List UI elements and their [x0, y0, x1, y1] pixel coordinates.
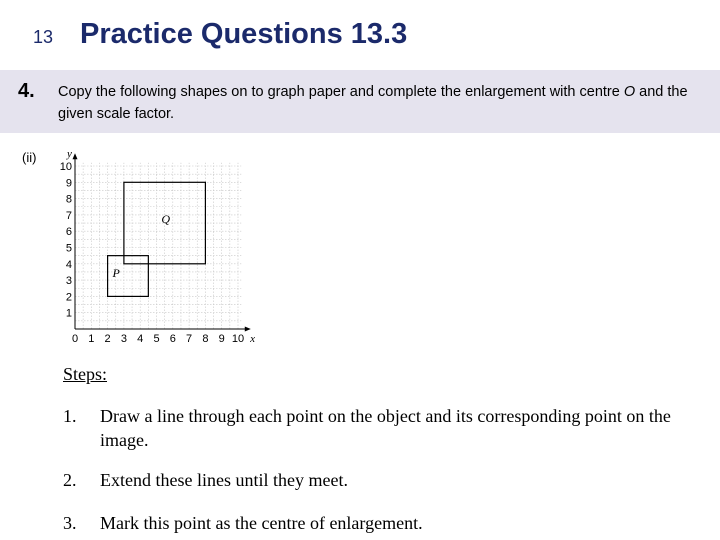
step-number: 1.: [63, 406, 77, 426]
step-number: 2.: [63, 470, 77, 490]
y-tick-label: 3: [65, 275, 72, 288]
x-tick-label: 4: [137, 333, 144, 345]
shape-q-label: Q: [161, 212, 171, 227]
question-number: 4.: [18, 80, 35, 102]
x-tick-label: 9: [218, 333, 225, 345]
tick-labels: [60, 148, 255, 345]
x-tick-label: 6: [169, 333, 176, 345]
question-text: [58, 81, 698, 125]
part-label: (ii): [22, 150, 37, 165]
x-tick-label: 8: [202, 333, 209, 345]
x-tick-label: 2: [104, 333, 111, 345]
y-tick-label: 7: [65, 209, 72, 222]
question-text-start: Copy the following shapes on to graph paper and complete the enlargement with centre: [58, 84, 624, 100]
shape-p-label: P: [112, 265, 120, 280]
question-text-end: and the given scale factor.: [58, 84, 688, 122]
chapter-number: 13: [33, 27, 54, 47]
y-tick-label: 10: [59, 161, 72, 173]
y-axis-label: y: [67, 148, 72, 160]
y-tick-label: 2: [65, 291, 72, 304]
y-tick-label: 6: [65, 226, 72, 239]
steps-title: Steps:: [63, 364, 108, 384]
x-tick-label: 1: [88, 333, 95, 345]
x-tick-label: 7: [186, 333, 193, 345]
coordinate-grid: [58, 148, 258, 348]
step-text: Mark this point as the centre of enlargement.: [100, 513, 423, 533]
grid-lines: [75, 163, 241, 329]
x-axis-label: x: [250, 333, 255, 345]
y-tick-label: 5: [65, 242, 72, 255]
x-tick-label: 3: [120, 333, 127, 345]
y-tick-label: 9: [65, 177, 72, 190]
y-tick-label: 4: [65, 258, 72, 271]
page-title: Practice Questions 13.3: [80, 18, 408, 50]
x-tick-label: 0: [71, 333, 79, 345]
x-tick-label: 5: [153, 333, 160, 345]
y-axis-arrow: [73, 153, 78, 159]
y-tick-label: 8: [65, 193, 72, 206]
y-tick-label: 1: [65, 307, 72, 320]
x-tick-label: 10: [231, 333, 245, 345]
centre-letter: O: [623, 84, 636, 100]
step-text: Draw a line through each point on the object and its corresponding point on the image.: [100, 406, 671, 450]
step-number: 3.: [63, 513, 77, 533]
x-axis-arrow: [245, 327, 251, 332]
step-text: Extend these lines until they meet.: [100, 470, 348, 490]
